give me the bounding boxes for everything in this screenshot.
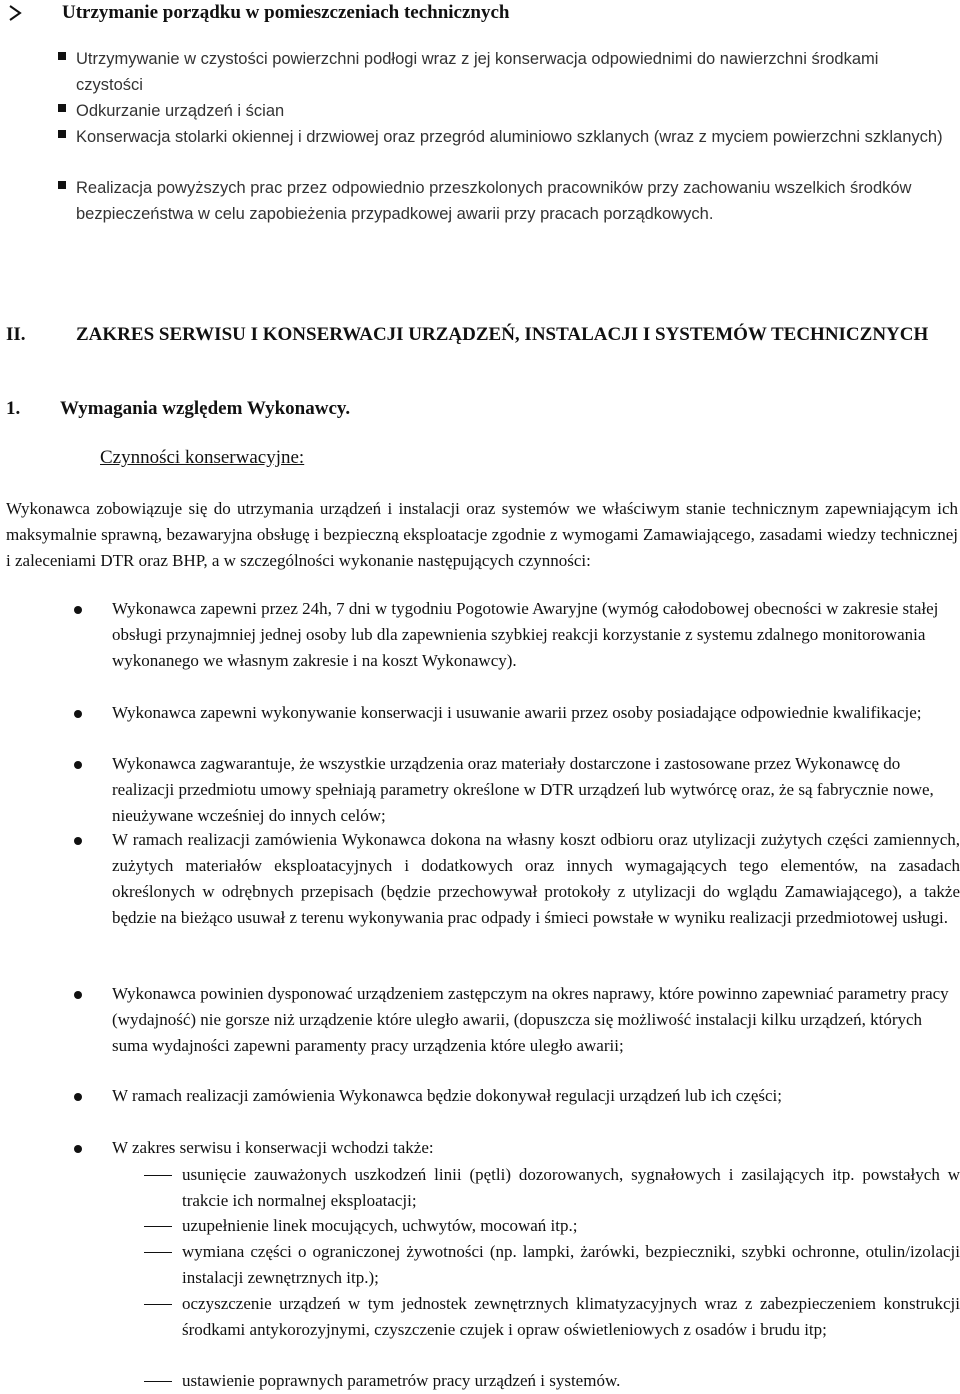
- bullet-dot-icon: [74, 1093, 82, 1101]
- arrow-bullet-icon: [6, 4, 26, 22]
- dash-bullet-icon: [144, 1175, 172, 1176]
- dash-list-item: uzupełnienie linek mocujących, uchwytów, mocowań itp.;: [144, 1213, 960, 1239]
- dash-bullet-icon: [144, 1304, 172, 1305]
- dash-list-item: oczyszczenie urządzeń w tym jednostek zewnętrznych klimatyzacyjnych wraz z zabezpieczeniem konstrukcji środkami antykorozyjnymi, czyszczenie czujek i opraw oświetleniowych z osadów i brudu itp;: [144, 1291, 960, 1343]
- square-list-item: Realizacja powyższych prac przez odpowiednio przeszkolonych pracowników przy zachowaniu wszelkich środków bezpieczeństwa w celu zapobieżenia przypadkowej awarii przy pracach porządkowych.: [58, 175, 948, 227]
- square-list-item: Konserwacja stolarki okiennej i drzwiowej oraz przegród aluminiowo szklanych (wraz z myciem powierzchni szklanych): [58, 124, 948, 150]
- square-list-item: Odkurzanie urządzeń i ścian: [58, 98, 948, 124]
- dash-list-item: usunięcie zauważonych uszkodzeń linii (pętli) dozorowanych, sygnałowych i zasilających itp. powstałych w trakcie ich normalnej eksploatacji;: [144, 1162, 960, 1214]
- square-bullet-icon: [58, 181, 66, 189]
- dash-bullet-icon: [144, 1226, 172, 1227]
- dash-list-item: wymiana części o ograniczonej żywotności (np. lampki, żarówki, bezpieczniki, szybki ochronne, otulin/izolacji instalacji zewnętrznych itp.);: [144, 1239, 960, 1291]
- bullet-dot-icon: [74, 761, 82, 769]
- section-title: Utrzymanie porządku w pomieszczeniach technicznych: [62, 2, 510, 23]
- dash-bullet-icon: [144, 1252, 172, 1253]
- square-bullet-icon: [58, 130, 66, 138]
- bullet-dot-icon: [74, 991, 82, 999]
- bullet-list-item: W zakres serwisu i konserwacji wchodzi także:: [74, 1135, 960, 1161]
- subsection-title: Wymagania względem Wykonawcy.: [60, 398, 351, 419]
- chapter-title: ZAKRES SERWISU I KONSERWACJI URZĄDZEŃ, INSTALACJI I SYSTEMÓW TECHNICZNYCH: [76, 324, 929, 345]
- square-list-item: Utrzymywanie w czystości powierzchni podłogi wraz z jej konserwacja odpowiednimi do nawierzchni środkami czystości: [58, 46, 948, 98]
- bullet-list-item: Wykonawca zapewni wykonywanie konserwacji i usuwanie awarii przez osoby posiadające odpowiednie kwalifikacje;: [74, 700, 960, 726]
- dash-bullet-icon: [144, 1381, 172, 1382]
- subsection-number: 1.: [6, 398, 21, 419]
- bullet-list-item: Wykonawca zapewni przez 24h, 7 dni w tygodniu Pogotowie Awaryjne (wymóg całodobowej obecności w zakresie stałej obsługi przynajmniej jednej osoby lub dla zapewnienia szybkiej reakcji korzystanie z systemu zdalnego monitorowania wykonanego we własnym zakresie i na koszt Wykonawcy).: [74, 596, 960, 674]
- bullet-dot-icon: [74, 606, 82, 614]
- intro-paragraph: Wykonawca zobowiązuje się do utrzymania urządzeń i instalacji oraz systemów we właściwym stanie technicznym zapewniającym ich maksymalnie sprawną, bezawaryjna obsługę i bezpieczną eksploatacje zgodnie z wymogami Zamawiającego, zasadami wiedzy technicznej i zaleceniami DTR oraz BHP, a w szczególności wykonanie następujących czynności:: [6, 499, 958, 570]
- bullet-dot-icon: [74, 837, 82, 845]
- underline-heading: Czynności konserwacyjne:: [100, 447, 305, 468]
- bullet-list-item: W ramach realizacji zamówienia Wykonawca będzie dokonywał regulacji urządzeń lub ich części;: [74, 1083, 960, 1109]
- bullet-list-item: Wykonawca zagwarantuje, że wszystkie urządzenia oraz materiały dostarczone i zastosowane przez Wykonawcę do realizacji przedmiotu umowy spełniają parametry określone w DTR urządzeń lub wytwórcę oraz, że są fabrycznie nowe, nieużywane wcześniej do innych celów;: [74, 751, 960, 829]
- chapter-number: II.: [6, 324, 26, 345]
- bullet-list-item: Wykonawca powinien dysponować urządzeniem zastępczym na okres naprawy, które powinno zapewniać parametry pracy (wydajność) nie gorsze niż urządzenie które uległo awarii, (dopuszcza się możliwość instalacji kilku urządzeń, których suma wydajności zapewni paramenty pracy urządzenia które uległo awarii;: [74, 981, 960, 1059]
- bullet-list-item: W ramach realizacji zamówienia Wykonawca dokona na własny koszt odbioru oraz utylizacji zużytych części zamiennych, zużytych materiałów eksploatacyjnych i dodatkowych oraz innych wymagających tego elementów, na zasadach określonych w odrębnych przepisach (będzie przechowywał protokoły z utylizacji do wglądu Zamawiającego), a także będzie na bieżąco usuwał z terenu wykonywania prac odpady i śmieci powstałe w wyniku realizacji przedmiotowej usługi.: [74, 827, 960, 931]
- square-bullet-icon: [58, 104, 66, 112]
- bullet-dot-icon: [74, 710, 82, 718]
- bullet-dot-icon: [74, 1145, 82, 1153]
- square-bullet-icon: [58, 52, 66, 60]
- dash-list-item: ustawienie poprawnych parametrów pracy urządzeń i systemów.: [144, 1368, 960, 1394]
